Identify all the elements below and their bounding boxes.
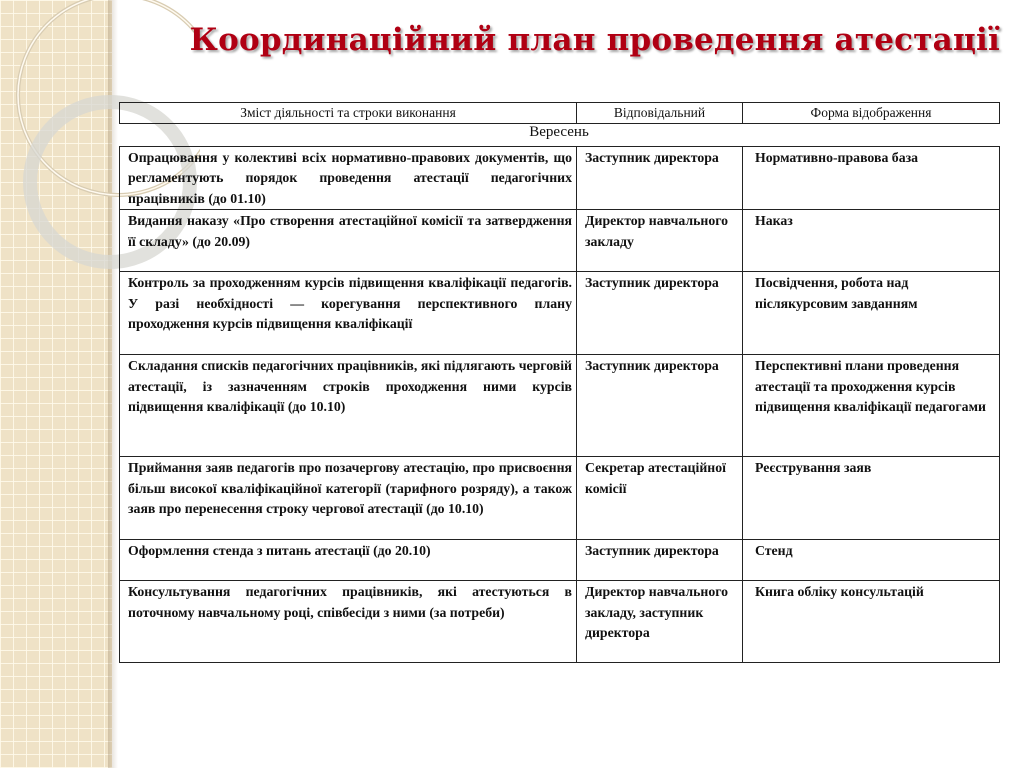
task-cell: Опрацювання у колективі всіх нормативно-правових документів, що регламентують порядок проведення атестації педагогічних працівників (до 01.10) [120, 147, 577, 210]
task-cell: Видання наказу «Про створення атестаційної комісії та затвердження її складу» (до 20.09) [120, 210, 577, 272]
task-cell: Контроль за проходженням курсів підвищення кваліфікації педагогів. У разі необхідності — корегування перспективного плану проходження курсів підвищення кваліфікації [120, 272, 577, 355]
form-cell: Наказ [743, 210, 1000, 272]
plan-table [119, 146, 1000, 663]
form-cell: Перспективні плани проведення атестації та проходження курсів підвищення кваліфікації педагогами [743, 355, 1000, 457]
task-cell: Оформлення стенда з питань атестації (до 20.10) [120, 540, 577, 581]
header-form: Форма відображення [743, 103, 1000, 124]
task-cell: Консультування педагогічних працівників, які атестуються в поточному навчальному році, співбесіди з ними (за потреби) [120, 581, 577, 663]
responsible-cell: Секретар атестаційної комісії [577, 457, 743, 540]
task-cell: Складання списків педагогічних працівників, які підлягають черговій атестації, із зазначенням строків проходження ними курсів підвищення кваліфікації (до 10.10) [120, 355, 577, 457]
form-cell: Стенд [743, 540, 1000, 581]
table-header [119, 102, 1000, 124]
form-cell: Нормативно-правова база [743, 147, 1000, 210]
table-row [120, 540, 1000, 581]
responsible-cell: Заступник директора [577, 355, 743, 457]
table-row [120, 457, 1000, 540]
form-cell: Книга обліку консультацій [743, 581, 1000, 663]
table-row [120, 355, 1000, 457]
form-cell: Посвідчення, робота над післякурсовим завданням [743, 272, 1000, 355]
responsible-cell: Директор навчального закладу, заступник директора [577, 581, 743, 663]
month-label: Вересень [529, 124, 589, 140]
responsible-cell: Заступник директора [577, 540, 743, 581]
table-row [120, 272, 1000, 355]
responsible-cell: Заступник директора [577, 272, 743, 355]
table-row [120, 147, 1000, 210]
page-title: Координаційний план проведення атестації [189, 22, 1000, 58]
task-cell: Приймання заяв педагогів про позачергову атестацію, про присвоєння більш високої кваліфікаційної категорії (тарифного розряду), а також заяв про перенесення строку чергової атестації (до 10.10) [120, 457, 577, 540]
responsible-cell: Директор навчального закладу [577, 210, 743, 272]
responsible-cell: Заступник директора [577, 147, 743, 210]
header-responsible: Відповідальний [577, 103, 743, 124]
table-row [120, 210, 1000, 272]
form-cell: Реєстрування заяв [743, 457, 1000, 540]
table-row [120, 581, 1000, 663]
header-content: Зміст діяльності та строки виконання [120, 103, 577, 124]
